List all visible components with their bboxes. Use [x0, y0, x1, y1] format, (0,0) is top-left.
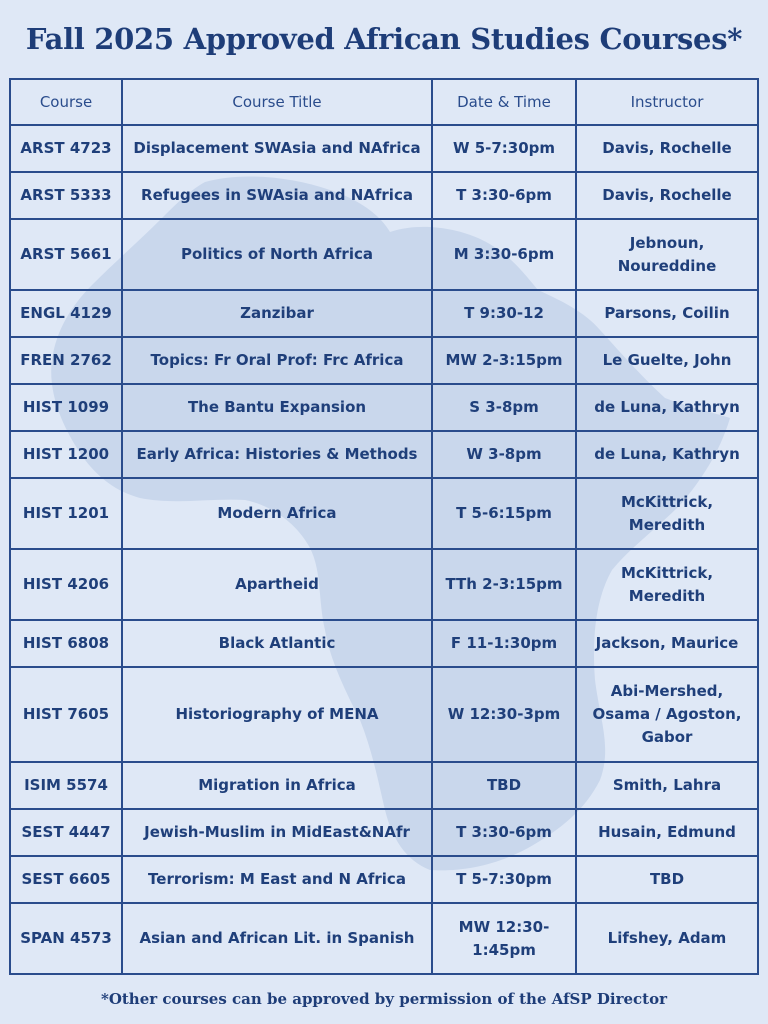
header-course-title: Course Title — [122, 79, 432, 125]
course-instructor: Smith, Lahra — [576, 762, 758, 809]
table-row — [10, 219, 758, 290]
table-row — [10, 762, 758, 809]
course-code: SEST 4447 — [10, 809, 122, 856]
header-date-time: Date & Time — [432, 79, 576, 125]
course-instructor: TBD — [576, 856, 758, 903]
course-datetime: F 11-1:30pm — [432, 620, 576, 667]
course-title: Early Africa: Histories & Methods — [122, 431, 432, 478]
course-code: SPAN 4573 — [10, 903, 122, 974]
table-row — [10, 549, 758, 620]
course-instructor: de Luna, Kathryn — [576, 431, 758, 478]
course-code: HIST 4206 — [10, 549, 122, 620]
header-course: Course — [10, 79, 122, 125]
course-title: Jewish-Muslim in MidEast&NAfr — [122, 809, 432, 856]
course-code: HIST 1099 — [10, 384, 122, 431]
table-row — [10, 431, 758, 478]
table-row — [10, 809, 758, 856]
course-datetime: T 9:30-12 — [432, 290, 576, 337]
course-title: Zanzibar — [122, 290, 432, 337]
course-code: HIST 7605 — [10, 667, 122, 762]
course-datetime: T 3:30-6pm — [432, 172, 576, 219]
table-row — [10, 478, 758, 549]
course-title: Modern Africa — [122, 478, 432, 549]
course-title: Politics of North Africa — [122, 219, 432, 290]
course-code: FREN 2762 — [10, 337, 122, 384]
course-datetime: MW 12:30-1:45pm — [432, 903, 576, 974]
course-code: ARST 5333 — [10, 172, 122, 219]
course-code: ARST 4723 — [10, 125, 122, 172]
course-instructor: Jebnoun, Noureddine — [576, 219, 758, 290]
course-instructor: Davis, Rochelle — [576, 172, 758, 219]
table-row — [10, 172, 758, 219]
footnote: *Other courses can be approved by permission of the AfSP Director — [100, 990, 668, 1008]
course-instructor: McKittrick, Meredith — [576, 478, 758, 549]
table-row — [10, 384, 758, 431]
table-row — [10, 667, 758, 762]
course-instructor: Parsons, Coilin — [576, 290, 758, 337]
course-instructor: Lifshey, Adam — [576, 903, 758, 974]
page-title: Fall 2025 Approved African Studies Courses* — [25, 22, 743, 56]
course-title: Topics: Fr Oral Prof: Frc Africa — [122, 337, 432, 384]
course-code: HIST 1201 — [10, 478, 122, 549]
course-datetime: T 3:30-6pm — [432, 809, 576, 856]
course-title: Refugees in SWAsia and NAfrica — [122, 172, 432, 219]
courses-table — [9, 78, 759, 975]
course-datetime: MW 2-3:15pm — [432, 337, 576, 384]
table-header-row — [10, 79, 758, 125]
course-instructor: Le Guelte, John — [576, 337, 758, 384]
course-code: SEST 6605 — [10, 856, 122, 903]
course-datetime: W 3-8pm — [432, 431, 576, 478]
course-datetime: TTh 2-3:15pm — [432, 549, 576, 620]
course-datetime: S 3-8pm — [432, 384, 576, 431]
course-instructor: Davis, Rochelle — [576, 125, 758, 172]
course-instructor: Husain, Edmund — [576, 809, 758, 856]
course-title: Migration in Africa — [122, 762, 432, 809]
course-title: The Bantu Expansion — [122, 384, 432, 431]
course-datetime: W 5-7:30pm — [432, 125, 576, 172]
table-row — [10, 337, 758, 384]
course-title: Apartheid — [122, 549, 432, 620]
course-datetime: M 3:30-6pm — [432, 219, 576, 290]
course-datetime: T 5-7:30pm — [432, 856, 576, 903]
course-datetime: T 5-6:15pm — [432, 478, 576, 549]
table-row — [10, 290, 758, 337]
course-datetime: TBD — [432, 762, 576, 809]
course-code: HIST 6808 — [10, 620, 122, 667]
course-code: ISIM 5574 — [10, 762, 122, 809]
course-instructor: McKittrick, Meredith — [576, 549, 758, 620]
course-instructor: de Luna, Kathryn — [576, 384, 758, 431]
course-datetime: W 12:30-3pm — [432, 667, 576, 762]
table-row — [10, 856, 758, 903]
course-title: Terrorism: M East and N Africa — [122, 856, 432, 903]
course-title: Historiography of MENA — [122, 667, 432, 762]
table-row — [10, 903, 758, 974]
header-instructor: Instructor — [576, 79, 758, 125]
course-instructor: Jackson, Maurice — [576, 620, 758, 667]
course-code: HIST 1200 — [10, 431, 122, 478]
course-code: ENGL 4129 — [10, 290, 122, 337]
course-code: ARST 5661 — [10, 219, 122, 290]
course-title: Black Atlantic — [122, 620, 432, 667]
course-instructor: Abi-Mershed, Osama / Agoston, Gabor — [576, 667, 758, 762]
course-title: Displacement SWAsia and NAfrica — [122, 125, 432, 172]
table-row — [10, 620, 758, 667]
course-title: Asian and African Lit. in Spanish — [122, 903, 432, 974]
table-row — [10, 125, 758, 172]
